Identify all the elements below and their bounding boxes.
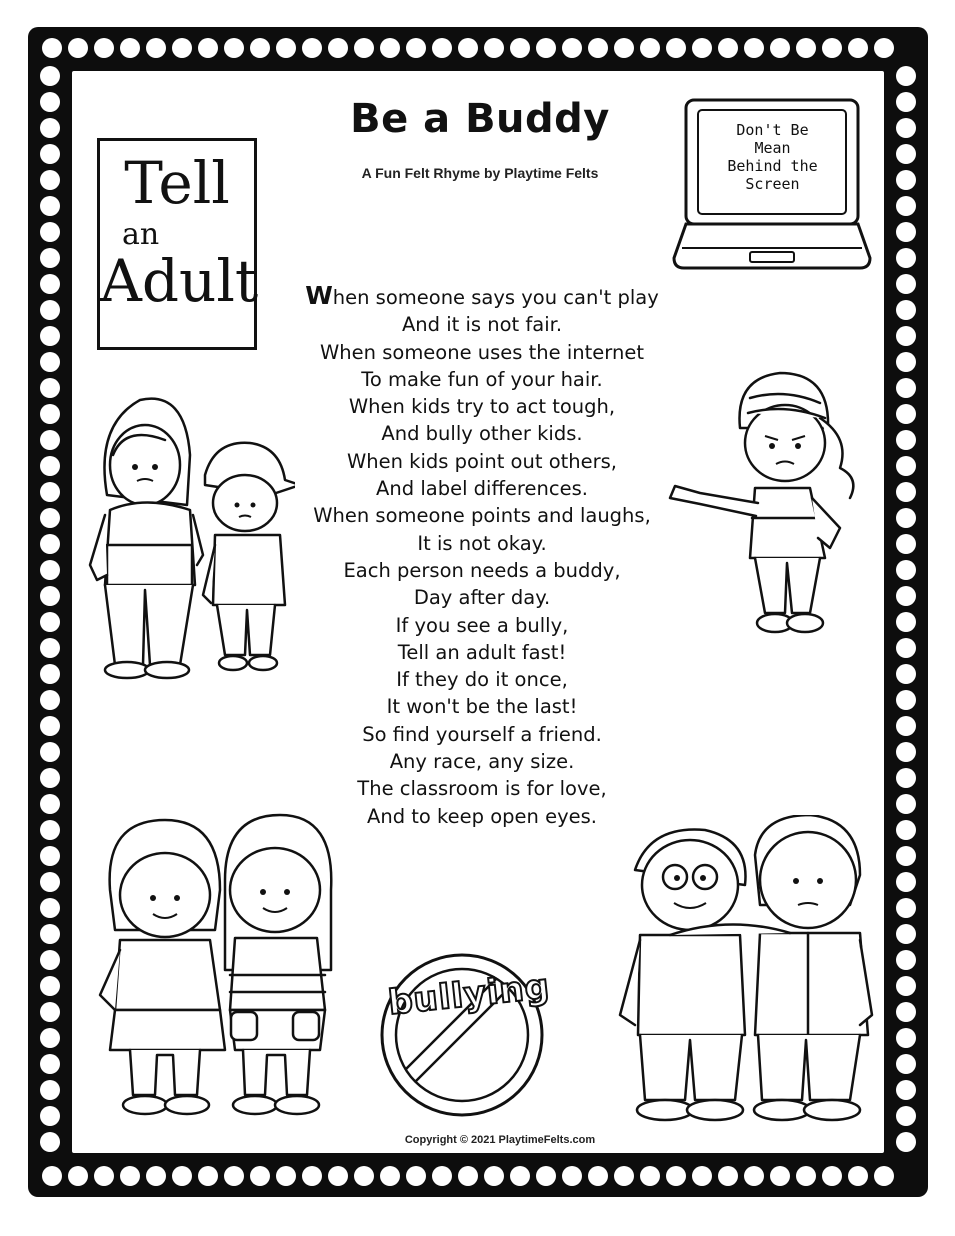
scallop-dot [224,1166,244,1186]
poem-line: And it is not fair. [401,313,563,337]
scallop-dot [822,38,842,58]
scallop-dot [250,38,270,58]
scallop-dot [896,222,916,242]
scallop-dot [744,1166,764,1186]
scallop-dot [588,38,608,58]
scallop-dot [42,1166,62,1186]
scallop-dot [896,560,916,580]
scallop-dot [40,976,60,996]
poem-line: Day after day. [413,586,551,610]
poem-line: Tell an adult fast! [397,640,567,664]
scallop-dot [640,1166,660,1186]
scallop-dot [896,196,916,216]
scallop-dot [40,248,60,268]
sign-line-an: an [122,217,160,252]
scallop-dot [276,38,296,58]
scallop-dot [640,38,660,58]
scallop-dot [40,326,60,346]
scallop-dot [796,1166,816,1186]
page-title: Be a Buddy [350,96,610,142]
sign-line-tell: Tell [124,149,230,217]
scallop-dot [822,1166,842,1186]
scallop-dot [484,38,504,58]
scallop-dot [896,976,916,996]
poem-line: And to keep open eyes. [367,804,597,828]
scallop-dot [432,1166,452,1186]
poem-text [262,282,702,830]
poem-line: Any race, any size. [389,750,575,774]
scallop-dot [120,1166,140,1186]
scallop-dot [896,430,916,450]
scallop-dot [562,38,582,58]
scallop-dot [896,508,916,528]
scallop-dot [896,274,916,294]
scallop-dot [40,430,60,450]
scallop-dot [896,690,916,710]
poem-first-line: hen someone says you can't play [332,286,659,309]
poem-line: To make fun of your hair. [361,367,603,391]
scallop-dot [744,38,764,58]
scallop-dot [40,482,60,502]
scallop-dot [40,378,60,398]
scallop-dot [40,716,60,736]
scallop-dot [614,1166,634,1186]
scallop-dot [120,38,140,58]
scallop-dot [40,456,60,476]
scallop-dot [848,1166,868,1186]
scallop-dot [536,38,556,58]
scallop-dot [896,820,916,840]
scallop-dot [896,898,916,918]
scallop-dot [874,38,894,58]
poem-line: When someone uses the internet [320,340,644,364]
scallop-dot [172,1166,192,1186]
scallop-dot [40,560,60,580]
poem-line: And bully other kids. [381,422,583,446]
two-girls-illustration [95,810,335,1130]
scallop-dot [896,456,916,476]
scallop-dot [276,1166,296,1186]
scallop-dot [562,1166,582,1186]
poem-line: When someone points and laughs, [313,504,651,528]
scallop-dot [432,38,452,58]
scallop-dot [380,38,400,58]
scallop-dot [40,820,60,840]
scallop-dot [896,248,916,268]
scallop-dot [896,144,916,164]
scallop-dot [40,300,60,320]
screen-line-2: Mean [754,139,791,157]
scallop-dot [40,638,60,658]
scallop-dot [40,586,60,606]
scallop-dot [896,170,916,190]
scallop-dot [406,1166,426,1186]
scallop-dot [40,898,60,918]
scallop-dot [40,612,60,632]
screen-line-1: Don't Be [736,121,809,139]
scallop-dot [536,1166,556,1186]
scallop-dot [896,326,916,346]
scallop-dot [896,586,916,606]
scallop-dot [896,742,916,762]
scallop-dot [40,1132,60,1152]
scallop-dot [770,1166,790,1186]
poem-line: If you see a bully, [395,613,569,637]
scallop-dot [40,508,60,528]
scallop-dot [40,1080,60,1100]
scallop-dot [896,794,916,814]
scallop-dot [198,38,218,58]
scallop-dot [896,950,916,970]
scallop-dot [896,1132,916,1152]
scallop-dot [458,38,478,58]
scallop-dot [250,1166,270,1186]
pointing-girl-illustration [660,358,880,658]
scallop-dot [40,664,60,684]
scallop-dot [510,38,530,58]
scallop-dot [874,1166,894,1186]
scallop-dot [588,1166,608,1186]
scallop-dot [40,872,60,892]
scallop-dot [896,638,916,658]
poem-line [262,282,702,311]
scallop-dot [896,404,916,424]
scallop-dot [224,38,244,58]
scallop-dot [40,768,60,788]
scallop-dot [614,38,634,58]
poem-line: And label differences. [376,477,588,501]
scallop-dot [40,144,60,164]
scallop-dot [896,118,916,138]
page-subtitle: A Fun Felt Rhyme by Playtime Felts [361,165,599,181]
scallop-dot [146,1166,166,1186]
scallop-dot [354,1166,374,1186]
copyright-notice: Copyright © 2021 PlaytimeFelts.com [404,1134,596,1146]
scallop-dot [896,378,916,398]
scallop-dot [666,38,686,58]
scallop-dot [666,1166,686,1186]
scallop-dot [848,38,868,58]
scallop-dot [40,794,60,814]
scallop-dot [896,846,916,866]
scallop-dot [40,92,60,112]
scallop-dot [896,872,916,892]
scallop-dot [692,1166,712,1186]
scallop-dot [896,612,916,632]
scallop-dot [896,66,916,86]
scallop-dot [68,38,88,58]
screen-line-3: Behind the [727,157,818,175]
scallop-dot [458,1166,478,1186]
no-bullying-word: bullying [386,966,552,1024]
scallop-dot [718,38,738,58]
scallop-dot [40,534,60,554]
scallop-dot [896,664,916,684]
scallop-dot [896,716,916,736]
scallop-dot [40,950,60,970]
scallop-dot [40,846,60,866]
scallop-dot [40,196,60,216]
scallop-dot [896,534,916,554]
scallop-dot [718,1166,738,1186]
scallop-dot [40,1028,60,1048]
scallop-dot [380,1166,400,1186]
scallop-dot [692,38,712,58]
scallop-dot [896,300,916,320]
poem-line: When kids point out others, [346,449,617,473]
scallop-dot [94,1166,114,1186]
scallop-dot [896,1080,916,1100]
two-boys-illustration [610,815,875,1135]
screen-line-4: Screen [745,175,800,193]
scallop-dot [40,690,60,710]
scallop-dot [328,38,348,58]
scallop-dot [40,66,60,86]
scallop-dot [40,222,60,242]
scallop-dot [406,38,426,58]
poem-line: It won't be the last! [386,695,578,719]
scallop-dot [40,352,60,372]
poem-line: If they do it once, [396,668,568,692]
scallop-dot [484,1166,504,1186]
poem-line: So find yourself a friend. [362,722,602,746]
scallop-dot [354,38,374,58]
scallop-dot [896,924,916,944]
adult-and-child-illustration [85,385,295,685]
scallop-dot [896,1054,916,1074]
scallop-dot [42,38,62,58]
scallop-dot [896,768,916,788]
scallop-dot [40,742,60,762]
scallop-dot [40,1054,60,1074]
scallop-dot [40,118,60,138]
scallop-dot [796,38,816,58]
scallop-dot [328,1166,348,1186]
scallop-dot [40,924,60,944]
scallop-dot [172,38,192,58]
scallop-dot [896,482,916,502]
scallop-dot [198,1166,218,1186]
scallop-dot [510,1166,530,1186]
scallop-dot [896,1028,916,1048]
poem-line: The classroom is for love, [357,777,607,801]
scallop-dot [896,92,916,112]
scallop-dot [40,1002,60,1022]
scallop-dot [146,38,166,58]
poem-line: Each person needs a buddy, [343,558,621,582]
scallop-dot [40,404,60,424]
scallop-dot [40,1106,60,1126]
scallop-dot [94,38,114,58]
scallop-dot [896,1002,916,1022]
tell-an-adult-sign [97,138,257,350]
poem-line: It is not okay. [417,531,547,555]
sign-line-adult: Adult [100,247,259,315]
scallop-dot [896,1106,916,1126]
scallop-dot [40,274,60,294]
scallop-dot [302,1166,322,1186]
scallop-dot [302,38,322,58]
scallop-dot [68,1166,88,1186]
scallop-dot [40,170,60,190]
scallop-dot [770,38,790,58]
poem-dropcap: W [305,281,333,310]
scallop-dot [896,352,916,372]
poem-line: When kids try to act tough, [348,395,616,419]
